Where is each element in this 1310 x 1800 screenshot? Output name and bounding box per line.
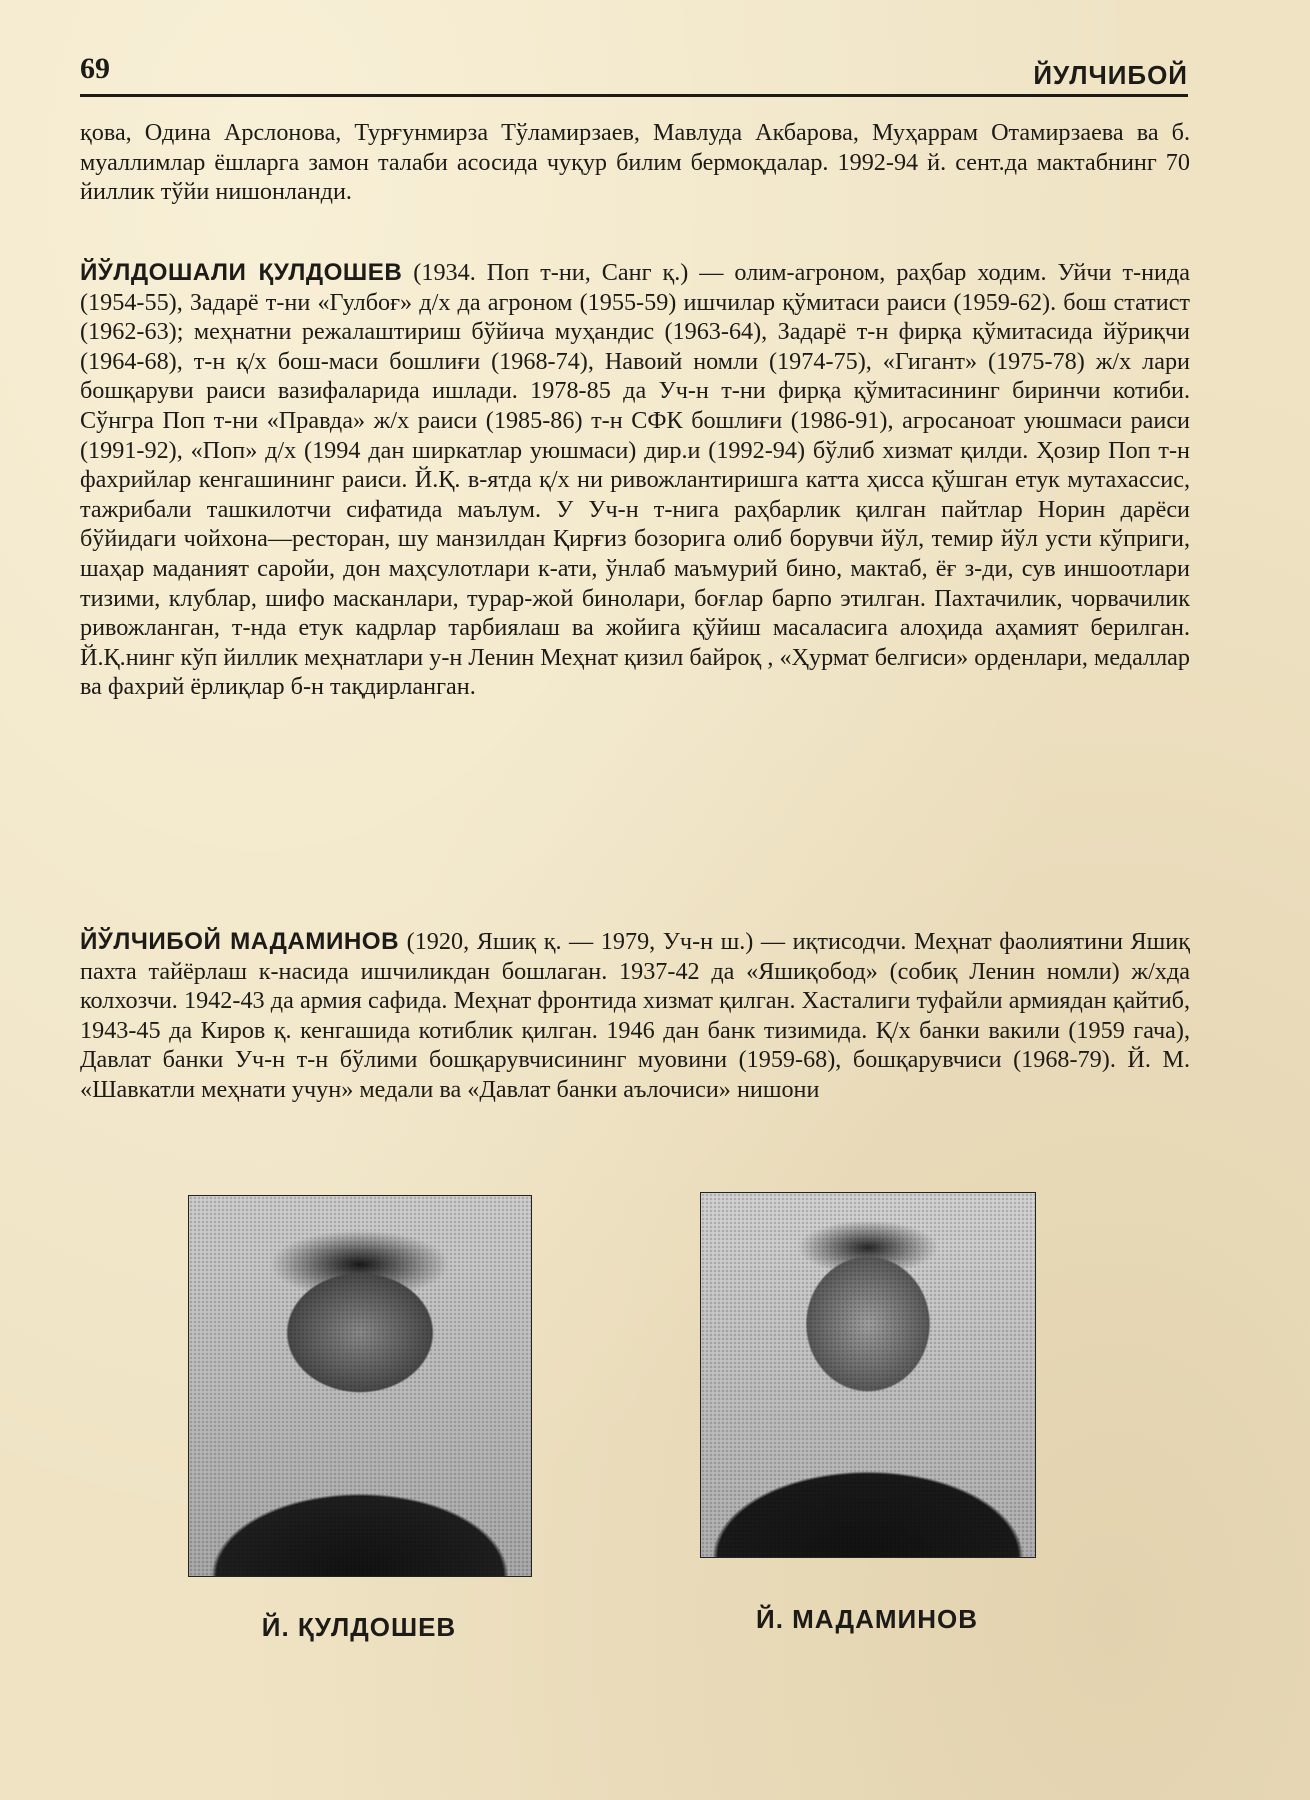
halftone-overlay <box>701 1193 1035 1557</box>
entry-text: (1920, Яшиқ қ. — 1979, Уч-н ш.) — иқтисодчи. Меҳнат фаолиятини Яшиқ пахта тайёрлаш к-насида ишчиликдан бошлаган. 1937-42 да «Яшиқобод» (собиқ Ленин номли) ж/хда колхозчи. 1942-43 да армия сафида. Меҳнат фронтида хизмат қилган. Хасталиги туфайли армиядан қайтиб, 1943-45 да Киров қ. кенгашида котиблик қилган. 1946 дан банк тизимида. Қ/х банки вакили (1959 гача), Давлат банки Уч-н т-н бўлими бошқарувчисининг муовини (1959-68), бошқарувчиси (1968-79). Й. М. «Шавкатли меҳнати учун» медали ва «Давлат банки аълочиси» нишони <box>80 928 1190 1103</box>
halftone-overlay <box>189 1196 531 1576</box>
page-number: 69 <box>80 52 110 85</box>
entry-name: ЙЎЛДОШАЛИ ҚУЛДОШЕВ <box>80 259 403 286</box>
photo-caption: Й. МАДАМИНОВ <box>756 1604 978 1634</box>
photo-caption: Й. ҚУЛДОШЕВ <box>261 1612 457 1642</box>
portrait-photo-madaminov <box>700 1192 1036 1558</box>
header-rule <box>80 94 1188 97</box>
portrait-photo-kuldoshev <box>188 1195 532 1577</box>
entry-kuldoshev <box>80 258 1190 702</box>
entry-text: (1934. Поп т-ни, Санг қ.) — олим-агроном, раҳбар ходим. Уйчи т-нида (1954-55), Задарё т-ни «Гулбоғ» д/х да агроном (1955-59) ишчилар қўмитаси раиси (1959-62). бош статист (1962-63); меҳнатни режалаштириш бўйича муҳандис (1963-64), Задарё т-н фирқа қўмитасида йўриқчи (1964-68), т-н қ/х бош-маси бошлиғи (1968-74), Навоий номли (1974-75), «Гигант» (1975-78) ж/х лари бошқаруви раиси вазифаларида ишлади. 1978-85 да Уч-н т-ни фирқа қўмитасининг биринчи котиби. Сўнгра Поп т-ни «Правда» ж/х раиси (1985-86) т-н СФК бошлиғи (1986-91), агросаноат уюшмаси раиси (1991-92), «Поп» д/х (1994 дан ширкатлар уюшмаси) дир.и (1992-94) бўлиб хизмат қилди. Ҳозир Поп т-н фахрийлар кенгашининг раиси. Й.Қ. в-ятда қ/х ни ривожлантиришга катта ҳисса қўшган етук мутахассис, тажрибали ташкилотчи сифатида маълум. У Уч-н т-нига раҳбарлик қилган пайтлар Норин дарёси бўйидаги чойхона—ресторан, шу манзилдан Қирғиз бозорига олиб борувчи йўл, темир йўл усти кўприги, шаҳар маданият саройи, дон маҳсулотлари к-ати, ўнлаб маъмурий бино, мактаб, ёғ з-ди, сув иншоотлари тизими, клублар, шифо масканлари, турар-жой бинолари, боғлар барпо этилган. Пахтачилик, чорвачилик ривожланган, т-нда етук кадрлар тарбиялаш ва жойига қўйиш масаласига алоҳида аҳамият берилган. Й.Қ.нинг кўп йиллик меҳнатлари у-н Ленин Меҳнат қизил байроқ , «Ҳурмат белгиси» орденлари, медаллар ва фахрий ёрлиқлар б-н тақдирланган. <box>80 259 1190 701</box>
entry-madaminov <box>80 927 1190 1105</box>
page-header <box>80 48 1188 98</box>
intro-paragraph: қова, Одина Арслонова, Турғунмирза Тўламирзаев, Мавлуда Акбарова, Муҳаррам Отамирзаева ва б. муаллимлар ёшларга замон талаби асосида чуқур билим бермоқдалар. 1992-94 й. сент.да мактабнинг 70 йиллик тўйи нишонланди. <box>80 119 1190 206</box>
running-head: ЙУЛЧИБОЙ <box>1033 60 1188 90</box>
entry-name: ЙЎЛЧИБОЙ МАДАМИНОВ <box>80 928 400 955</box>
